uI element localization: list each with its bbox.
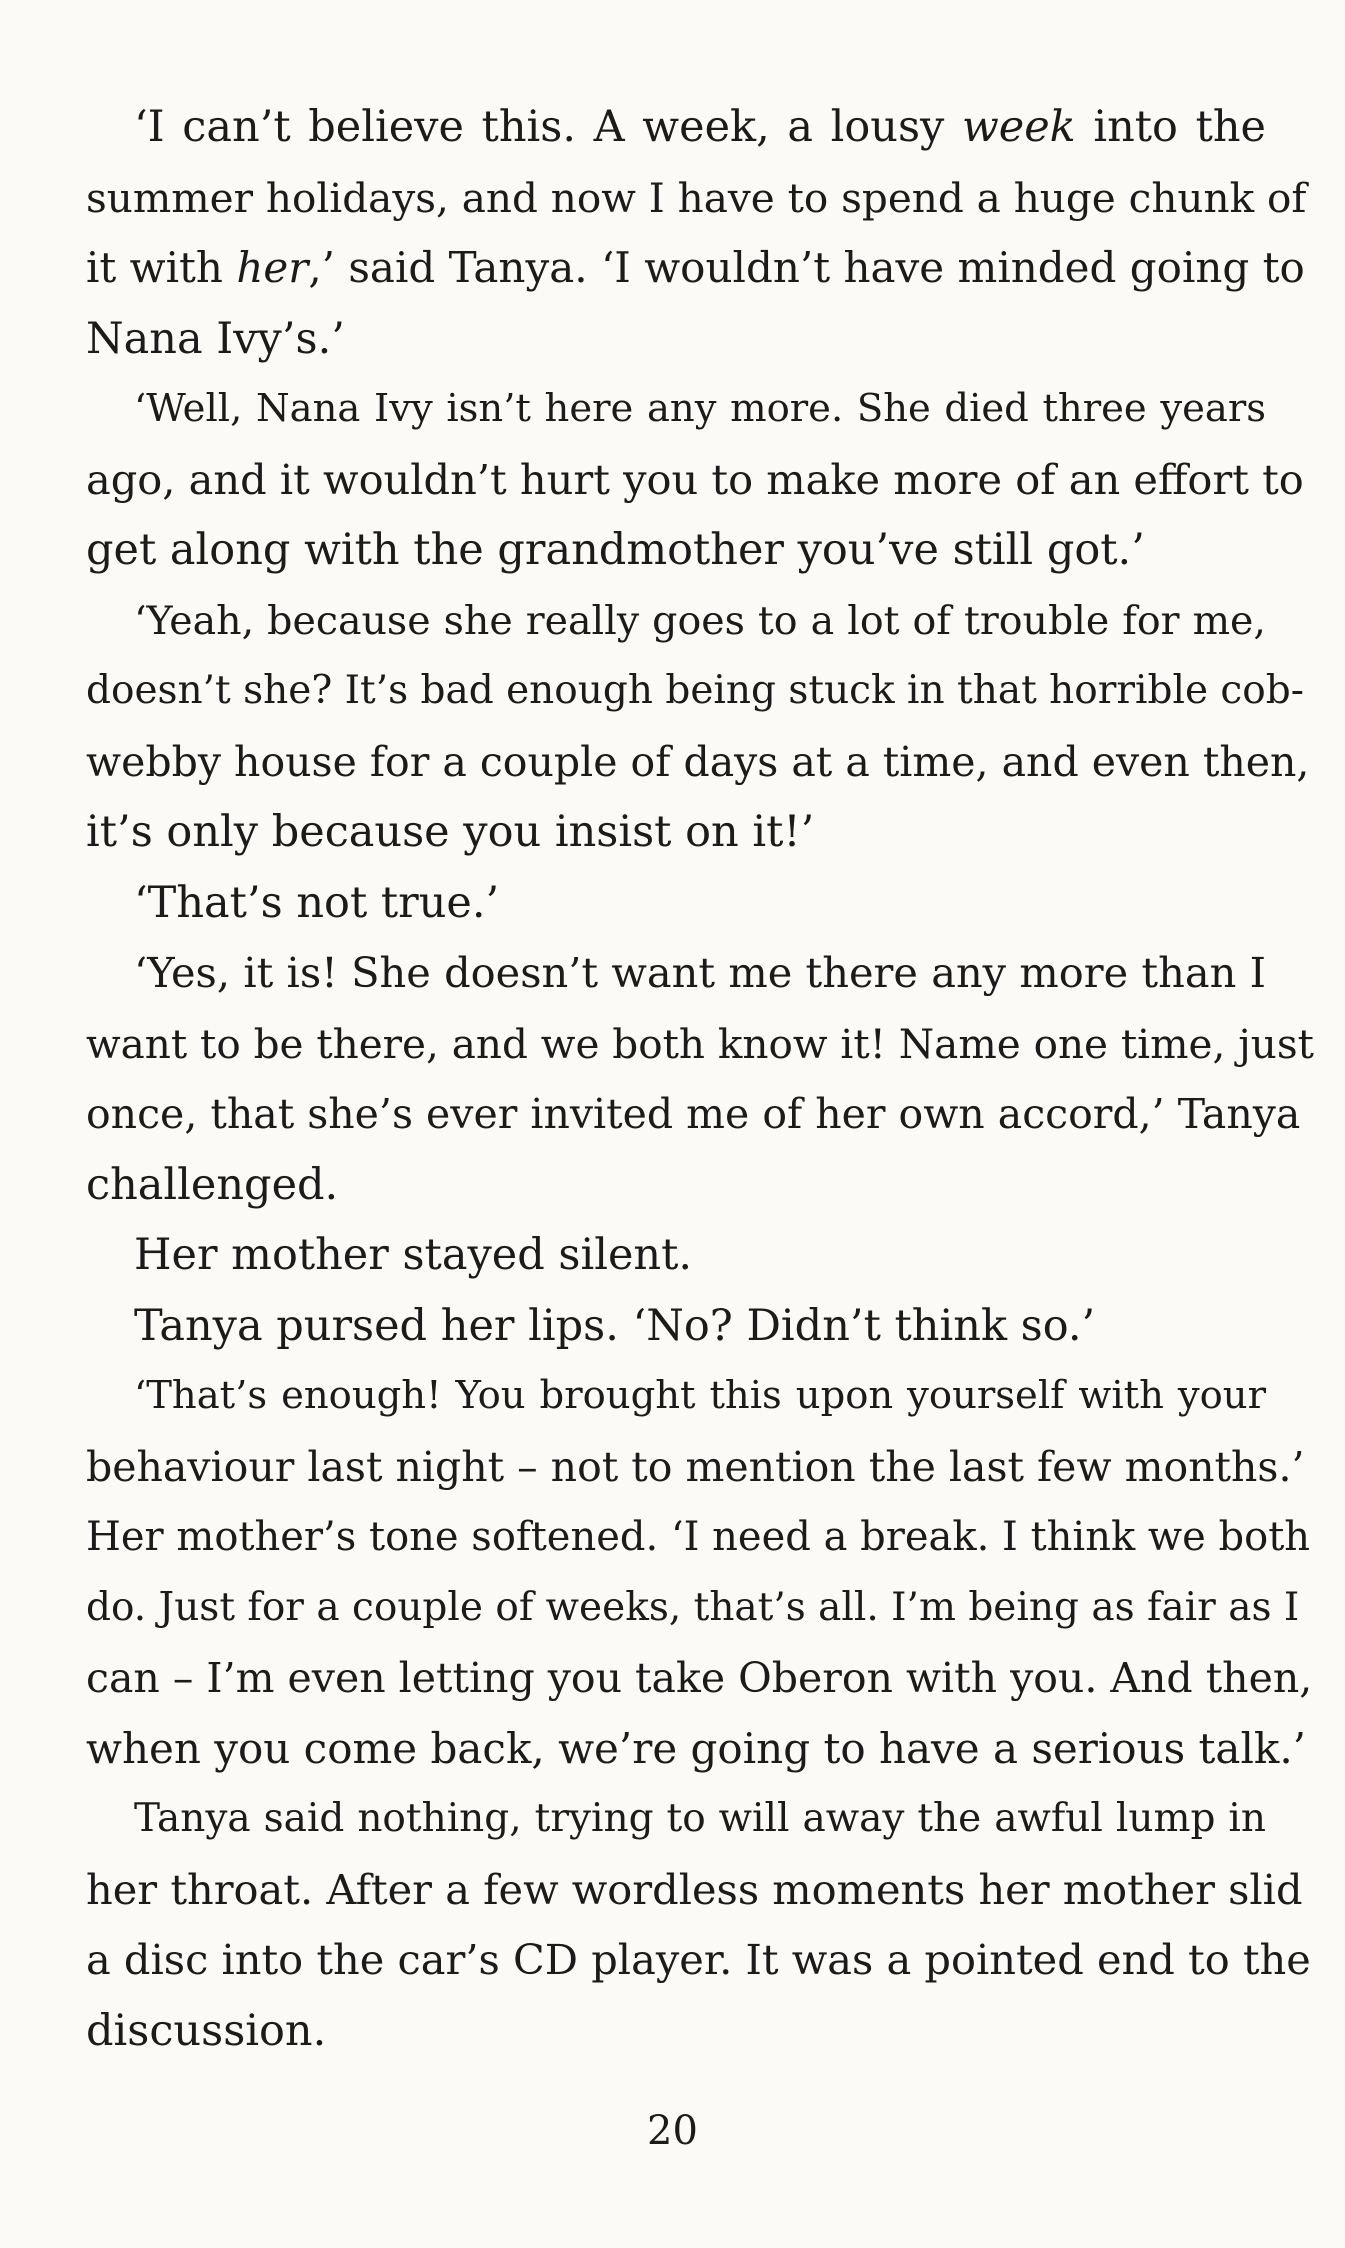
- text-line: Her mother stayed silent.: [134, 1230, 693, 1280]
- text-line: ‘That’s not true.’: [134, 877, 500, 928]
- text-line: Tanya pursed her lips. ‘No? Didn’t think so.’: [134, 1300, 1096, 1351]
- text-line: it with her,’ said Tanya. ‘I wouldn’t have minded going to: [86, 243, 1305, 292]
- text-line: can – I’m even letting you take Oberon with you. And then,: [86, 1654, 1313, 1702]
- text-line: want to be there, and we both know it! Name one time, just: [86, 1019, 1314, 1068]
- text-line: ‘Well, Nana Ivy isn’t here any more. She died three years: [134, 386, 1266, 431]
- text-line: once, that she’s ever invited me of her own accord,’ Tanya: [86, 1090, 1301, 1138]
- text-line: Nana Ivy’s.’: [86, 313, 345, 364]
- text-line: ‘Yes, it is! She doesn’t want me there any more than I: [134, 948, 1266, 997]
- text-line: webby house for a couple of days at a time, and even then,: [86, 737, 1310, 786]
- text-line: when you come back, we’re going to have a serious talk.’: [86, 1723, 1307, 1773]
- text-line: ‘That’s enough! You brought this upon yourself with your: [134, 1373, 1266, 1418]
- text-line: challenged.: [86, 1159, 339, 1210]
- text-line: Tanya said nothing, trying to will away the awful lump in: [134, 1796, 1266, 1841]
- text-line: doesn’t she? It’s bad enough being stuck in that horrible cob-: [86, 668, 1304, 713]
- text-line: get along with the grandmother you’ve still got.’: [86, 525, 1145, 575]
- text-line: behaviour last night – not to mention the last few months.’: [86, 1442, 1305, 1491]
- text-line: ‘I can’t believe this. A week, a lousy week into the: [134, 102, 1266, 152]
- text-line: do. Just for a couple of weeks, that’s all. I’m being as fair as I: [86, 1584, 1300, 1630]
- text-line: summer holidays, and now I have to spend a huge chunk of: [86, 173, 1307, 222]
- text-line: her throat. After a few wordless moments her mother slid: [86, 1864, 1303, 1914]
- text-line: it’s only because you insist on it!’: [86, 807, 815, 857]
- text-line: ago, and it wouldn’t hurt you to make more of an effort to: [86, 454, 1304, 504]
- text-line: Her mother’s tone softened. ‘I need a break. I think we both: [86, 1514, 1311, 1560]
- body-text: [86, 92, 1314, 2066]
- page-number: 20: [647, 2108, 698, 2154]
- text-line: a disc into the car’s CD player. It was a pointed end to the: [86, 1935, 1311, 1984]
- text-line: ‘Yeah, because she really goes to a lot of trouble for me,: [134, 597, 1266, 644]
- text-line: discussion.: [86, 2005, 327, 2056]
